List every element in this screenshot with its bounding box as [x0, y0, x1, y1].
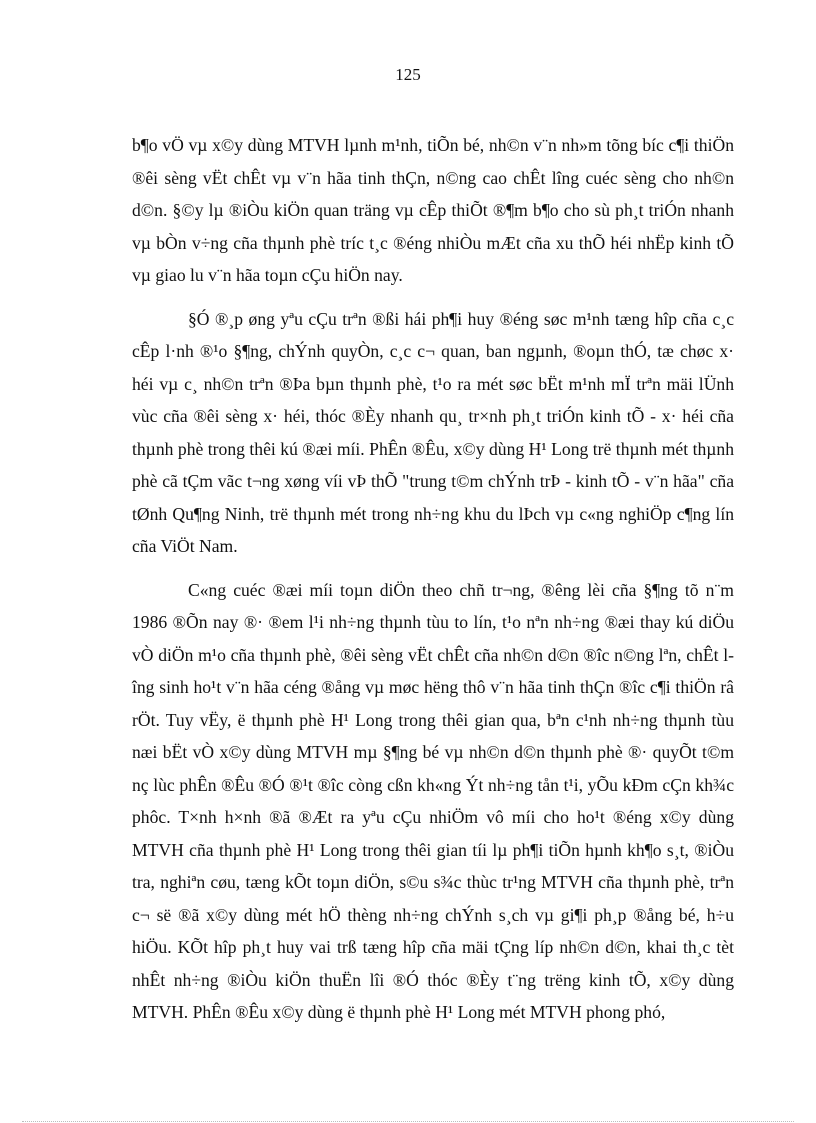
page-bottom-rule: [22, 1121, 794, 1122]
paragraph-2: §Ó ®¸p øng yªu cÇu trªn ®ßi hái ph¶i huy ®éng søc m¹nh tæng hîp cña c¸c cÊp l·nh ®¹o §¶ng, chÝnh quyÒn, c¸c c¬ quan, ban ngµnh, ®oµn thÓ, tæ chøc x· héi vµ c¸ nh©n trªn ®Þa bµn thµnh phè, t¹o ra mét søc bËt m¹nh mÏ trªn mäi lÜnh vùc cña ®êi sèng x· héi, thóc ®Èy nhanh qu¸ tr×nh ph¸t triÓn kinh tÕ - x· héi cña thµnh phè trong thêi kú ®æi míi. PhÊn ®Êu, x©y dùng H¹ Long trë thµnh mét thµnh phè cã tÇm vãc t¬ng xøng víi vÞ thÕ "trung t©m chÝnh trÞ - kinh tÕ - v¨n hãa" cña tØnh Qu¶ng Ninh, trë thµnh mét trong nh÷ng khu du lÞch vµ c«ng nghiÖp c¶ng lín cña ViÖt Nam.: [132, 308, 734, 556]
paragraph-3: C«ng cuéc ®æi míi toµn diÖn theo chñ tr¬ng, ®êng lèi cña §¶ng tõ n¨m 1986 ®Õn nay ®· ®em l¹i nh÷ng thµnh tùu to lín, t¹o nªn nh÷ng ®æi thay kú diÖu vÒ diÖn m¹o cña thµnh phè, ®êi sèng vËt chÊt cña nh©n d©n ®îc n©ng lªn, chÊt lîng sinh ho¹t v¨n hãa céng ®ång vµ møc hëng thô v¨n hãa tinh thÇn ®îc c¶i thiÖn râ rÖt. Tuy vËy, ë thµnh phè H¹ Long trong thêi gian qua, bªn c¹nh nh÷ng thµnh tùu næi bËt vÒ x©y dùng MTVH mµ §¶ng bé vµ nh©n d©n thµnh phè ®· quyÕt t©m nç lùc phÊn ®Êu ®Ó ®¹t ®îc còng cßn kh«ng Ýt nh÷ng tån t¹i, yÕu kÐm cÇn kh¾c phôc. T×nh h×nh ®ã ®Æt ra yªu cÇu nhiÖm vô míi cho ho¹t ®éng x©y dùng MTVH cña thµnh phè H¹ Long trong thêi gian tíi lµ ph¶i tiÕn hµnh kh¶o s¸t, ®iÒu tra, nghiªn cøu, tæng kÕt toµn diÖn, s©u s¾c thùc tr¹ng MTVH cña thµnh phè, trªn c¬ së ®ã x©y dùng mét hÖ thèng nh÷ng chÝnh s¸ch vµ gi¶i ph¸p ®ång bé, h÷u hiÖu. KÕt hîp ph¸t huy vai trß tæng hîp cña mäi tÇng líp nh©n d©n, khai th¸c tèt nhÊt nh÷ng ®iÒu kiÖn thuËn lîi ®Ó thóc ®Èy t¨ng trëng kinh tÕ, x©y dùng MTVH. PhÊn ®Êu x©y dùng ë thµnh phè H¹ Long mét MTVH phong phó,: [132, 579, 734, 1022]
body-text: [132, 129, 734, 1040]
paragraph-1: b¶o vÖ vµ x©y dùng MTVH lµnh m¹nh, tiÕn bé, nh©n v¨n nh»m tõng bíc c¶i thiÖn ®êi sèng vËt chÊt vµ v¨n hãa tinh thÇn, n©ng cao chÊt lîng cuéc sèng cho nh©n d©n. §©y lµ ®iÒu kiÖn quan träng vµ cÊp thiÕt ®¶m b¶o cho sù ph¸t triÓn nhanh vµ bÒn v÷ng cña thµnh phè tríc t¸c ®éng nhiÒu mÆt cña xu thÕ héi nhËp kinh tÕ vµ giao lu v¨n hãa toµn cÇu hiÖn nay.: [132, 135, 734, 285]
page-number: 125: [395, 65, 421, 84]
